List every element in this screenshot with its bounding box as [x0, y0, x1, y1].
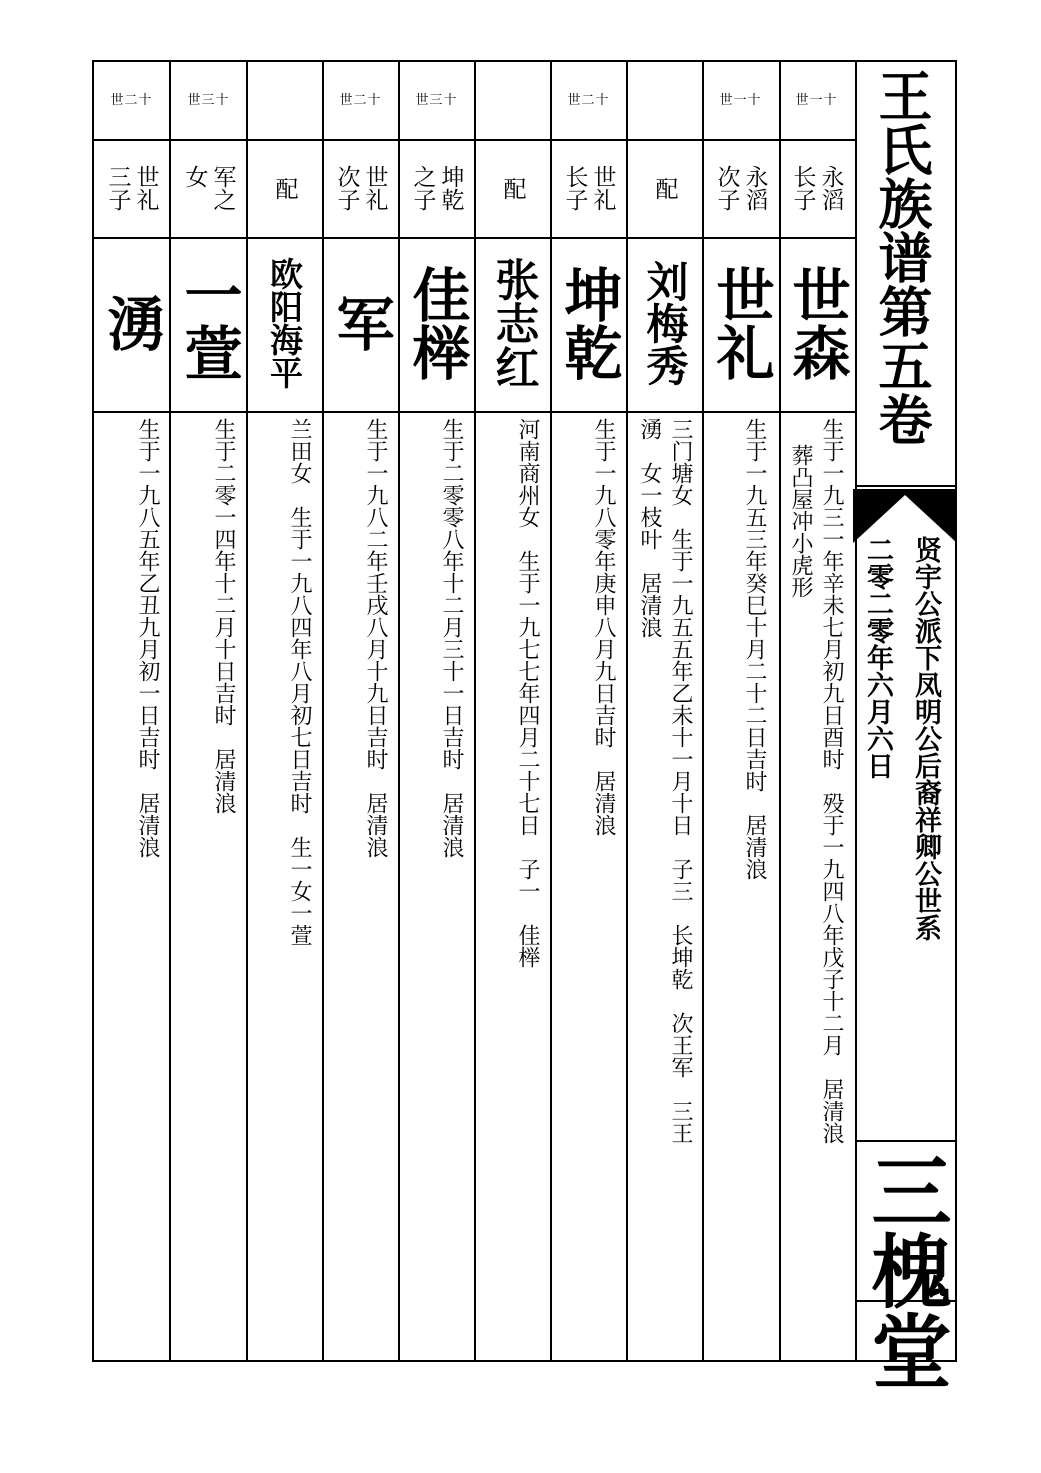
generation-label: 世一十	[795, 92, 838, 108]
row-divider	[94, 411, 855, 413]
entry-details: 生于一九八二年壬戌八月十九日吉时 居清浪	[363, 418, 388, 858]
lineage-subtitle: 贤宇公派下凤明公后裔祥卿公世系	[910, 536, 941, 941]
person-name: 刘梅秀	[640, 260, 690, 386]
person-name: 世森	[782, 265, 851, 381]
generation-label: 世三十	[415, 92, 458, 108]
entry-details: 三门塘女 生于一九五五年乙未十一月十日 子三 长坤乾 次王军 三王	[668, 418, 693, 1144]
generation-label: 世二十	[567, 92, 610, 108]
entry-details: 湧 女一枝叶 居清浪	[637, 418, 662, 638]
entry-details: 葬凸屋冲小虎形	[788, 444, 813, 598]
entry-details: 生于一九八零年庚申八月九日吉时 居清浪	[591, 418, 616, 836]
generation-label: 世二十	[339, 92, 382, 108]
person-name: 坤乾	[554, 265, 623, 381]
relation-label: 军之 女	[181, 165, 236, 211]
relation-label: 配	[499, 176, 526, 200]
relation-label: 世礼 次子	[333, 165, 388, 211]
header-divider	[855, 62, 857, 1360]
relation-label: 永滔 长子	[789, 165, 844, 211]
person-name: 欧阳海平	[265, 257, 304, 389]
entry-details: 生于一九八五年乙丑九月初一日吉时 居清浪	[135, 418, 160, 858]
book-title: 王氏族谱第五卷	[870, 68, 934, 446]
generation-label: 世二十	[110, 92, 153, 108]
hall-name: 三槐堂	[858, 1150, 952, 1390]
generation-label	[475, 62, 550, 138]
person-name: 张志红	[487, 257, 539, 389]
relation-label: 配	[271, 176, 298, 200]
header-rule	[855, 485, 957, 487]
generation-label: 世一十	[719, 92, 762, 108]
person-name: 军	[326, 294, 395, 352]
generation-label	[627, 62, 702, 138]
generation-label: 世三十	[187, 92, 230, 108]
relation-label: 永滔 次子	[713, 165, 768, 211]
person-name: 湧	[97, 294, 166, 352]
header-rule	[855, 1140, 957, 1142]
relation-label: 世礼 三子	[104, 165, 159, 211]
entry-details: 河南商州女 生于一九七七年四月二十七日 子一 佳榉	[515, 418, 540, 968]
entry-details: 生于二零一四年十二月十日吉时 居清浪	[211, 418, 236, 814]
relation-label: 世礼 长子	[561, 165, 616, 211]
person-name: 世礼	[706, 265, 775, 381]
entry-details: 兰田女 生于一九八四年八月初七日吉时 生一女一萱	[287, 418, 312, 946]
generation-label	[247, 62, 322, 138]
person-name: 佳榉	[402, 265, 471, 381]
entry-details: 生于一九三一年辛未七月初九日酉时 殁于一九四八年戊子十二月 居清浪	[819, 418, 844, 1144]
compilation-date: 二零二零年六月六日	[862, 536, 893, 779]
relation-label: 坤乾 之子	[409, 165, 464, 211]
header-arrow-mark	[853, 489, 957, 543]
entry-details: 生于二零零八年十二月三十一日吉时 居清浪	[439, 418, 464, 858]
entry-details: 生于一九五三年癸巳十月二十二日吉时 居清浪	[742, 418, 767, 880]
person-name: 一萱	[174, 265, 243, 381]
relation-label: 配	[651, 176, 678, 200]
